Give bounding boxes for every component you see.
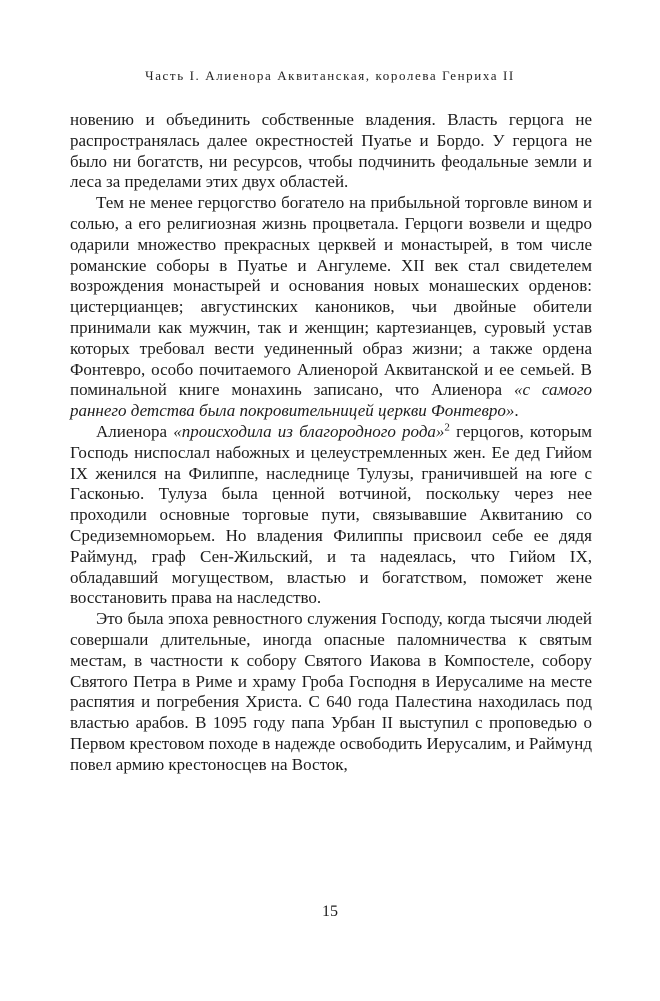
text-run: Это была эпоха ревностного служения Господу, когда тысячи людей совершали длительные, иногда опасные паломничества к святым местам, в частности к собору Святого Иакова в Компостеле, собору Святого Петра в Риме и храму Гроба Господня в Иерусалиме на месте распятия и погребения Христа. С 640 года Палестина находилась под властью арабов. В 1095 году папа Урбан II выступил с проповедью о Первом крестовом походе в надежде освободить Иерусалим, и Раймунд повел армию крестоносцев на Восток, [70, 609, 592, 774]
footnote-marker: 2 [444, 421, 450, 434]
text-run: . [514, 401, 519, 421]
paragraph [70, 609, 592, 775]
paragraph [70, 110, 592, 193]
page-number: 15 [322, 903, 338, 920]
running-header: Часть I. Алиенора Аквитанская, королева Генриха II [145, 68, 515, 83]
page-body [70, 110, 592, 776]
quoted-italic-text: «происходила из благородного рода» [173, 421, 445, 441]
paragraph [70, 422, 592, 609]
text-run: новению и объединить собственные владения. Власть герцога не распространялась далее окрестностей Пуатье и Бордо. У герцога не было ни богатств, ни ресурсов, чтобы подчинить феодальные земли и леса за пределами этих двух областей. [70, 110, 592, 192]
quoted-italic-text: «с самого раннего детства была покровительницей церкви Фонтевро» [70, 380, 592, 421]
paragraph [70, 193, 592, 422]
text-run: Алиенора [96, 421, 174, 441]
text-run: герцогов, которым Господь ниспослал набожных и целеустремленных жен. Ее дед Гийом IX женился на Филиппе, наследнице Тулузы, граничившей на юге с Гасконью. Тулуза была ценной вотчиной, поскольку через нее проходили основные торговые пути, связывавшие Аквитанию со Средиземноморьем. Но владения Филиппы присвоил себе ее дядя Раймунд, граф Сен-Жильский, и та надеялась, что Гийом IX, обладавший могуществом, властью и богатством, поможет жене восстановить права на наследство. [70, 421, 592, 608]
text-run: Тем не менее герцогство богатело на прибыльной торговле вином и солью, а его религиозная жизнь процветала. Герцоги возвели и щедро одарили множество прекрасных церквей и монастырей, в том числе романские соборы в Пуатье и Ангулеме. XII век стал свидетелем возрождения монастырей и основания новых монашеских орденов: цистерцианцев; августинских каноников, чьи двойные обители принимали как мужчин, так и женщин; картезианцев, суровый устав которых требовал вести уединенный образ жизни; а также ордена Фонтевро, особо почитаемого Алиенорой Аквитанской и ее семьей. В поминальной книге монахинь записано, что Алиенора [70, 193, 592, 400]
